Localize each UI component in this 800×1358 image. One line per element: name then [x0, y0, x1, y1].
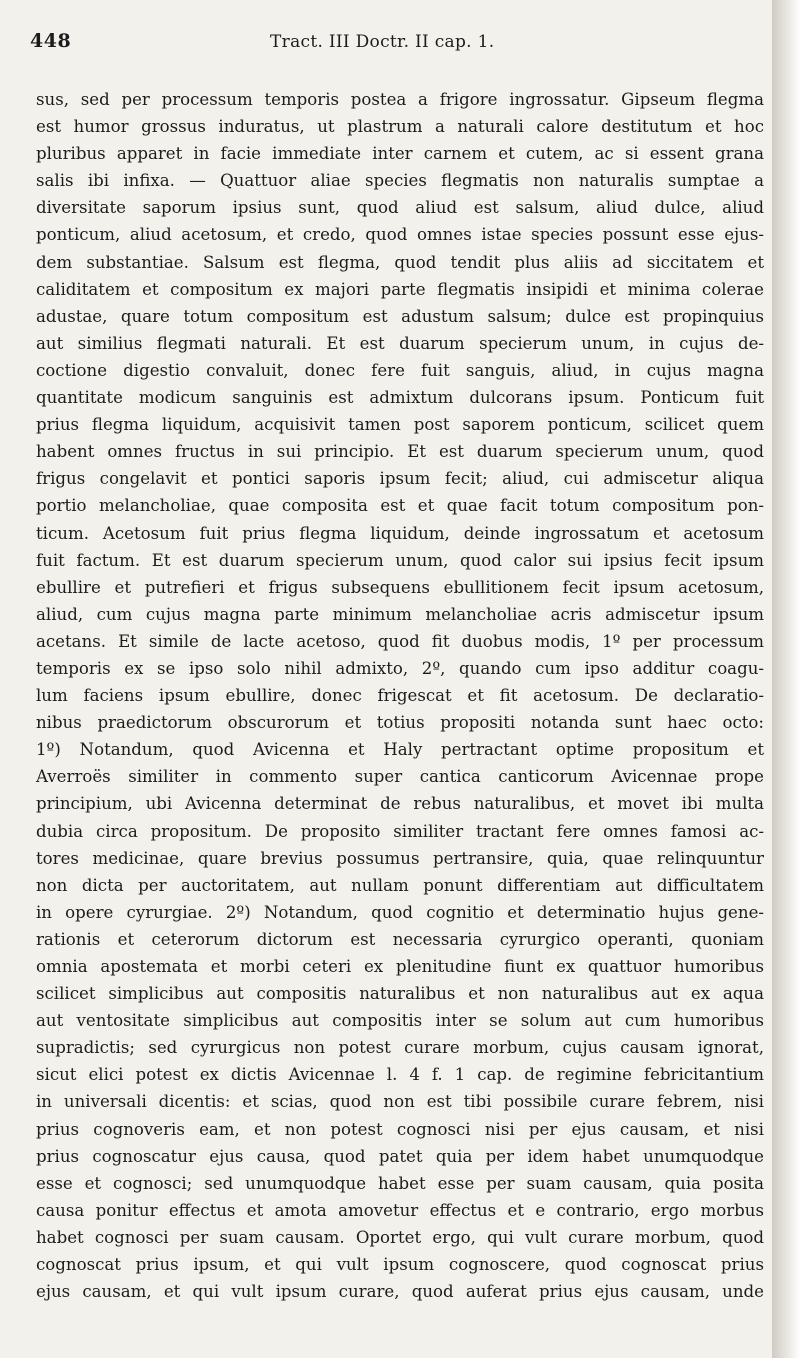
text-line: temporis ex se ipso solo nihil admixto, 2º, quando cum ipso additur coagu-	[36, 658, 764, 678]
text-line: cognoscat prius ipsum, et qui vult ipsum cognoscere, quod cognoscat prius	[36, 1255, 764, 1275]
text-line: ebullire et putrefieri et frigus subsequens ebullitionem fecit ipsum acetosum,	[36, 577, 764, 597]
text-line: aut similius flegmati naturali. Et est duarum specierum unum, in cujus de-	[36, 333, 764, 353]
text-line: lum faciens ipsum ebullire, donec frigescat et fit acetosum. De declaratio-	[36, 686, 764, 706]
running-head: Tract. III Doctr. II cap. 1.	[270, 32, 495, 52]
text-line: dem substantiae. Salsum est flegma, quod tendit plus aliis ad siccitatem et	[36, 252, 764, 272]
text-line: 1º) Notandum, quod Avicenna et Haly pertractant optime propositum et	[36, 740, 764, 760]
text-line: supradictis; sed cyrurgicus non potest curare morbum, cujus causam ignorat,	[36, 1038, 764, 1058]
text-line: non dicta per auctoritatem, aut nullam ponunt differentiam aut difficultatem	[36, 875, 764, 895]
text-line: habet cognosci per suam causam. Oportet ergo, qui vult curare morbum, quod	[36, 1227, 764, 1247]
body-text	[36, 86, 764, 1305]
text-line: prius cognoscatur ejus causa, quod patet quia per idem habet unumquodque	[36, 1146, 764, 1166]
page-edge-shadow	[772, 0, 800, 1358]
page-header	[30, 30, 730, 58]
text-line: ejus causam, et qui vult ipsum curare, quod auferat prius ejus causam, unde	[36, 1282, 764, 1302]
text-line: nibus praedictorum obscurorum et totius propositi notanda sunt haec octo:	[36, 713, 764, 733]
text-line: dubia circa propositum. De proposito similiter tractant fere omnes famosi ac-	[36, 821, 764, 841]
text-line: sicut elici potest ex dictis Avicennae l. 4 f. 1 cap. de regimine febricitantium	[36, 1065, 764, 1085]
text-line: pluribus apparet in facie immediate inter carnem et cutem, ac si essent grana	[36, 144, 764, 164]
text-line: omnia apostemata et morbi ceteri ex plenitudine fiunt ex quattuor humoribus	[36, 957, 764, 976]
text-line: sus, sed per processum temporis postea a frigore ingrossatur. Gipseum flegma	[36, 90, 764, 109]
text-line: causa ponitur effectus et amota amovetur effectus et e contrario, ergo morbus	[36, 1200, 764, 1220]
text-line: esse et cognosci; sed unumquodque habet esse per suam causam, quia posita	[36, 1173, 764, 1193]
text-line: frigus congelavit et pontici saporis ipsum fecit; aliud, cui admiscetur aliqua	[36, 469, 764, 489]
text-line: acetans. Et simile de lacte acetoso, quod fit duobus modis, 1º per processum	[36, 631, 764, 651]
text-line: habent omnes fructus in sui principio. Et est duarum specierum unum, quod	[36, 442, 764, 462]
text-line: prius flegma liquidum, acquisivit tamen post saporem ponticum, scilicet quem	[36, 415, 764, 435]
text-line: ticum. Acetosum fuit prius flegma liquidum, deinde ingrossatum et acetosum	[36, 523, 764, 543]
text-line: principium, ubi Avicenna determinat de rebus naturalibus, et movet ibi multa	[36, 794, 764, 814]
text-line: aliud, cum cujus magna parte minimum melancholiae acris admiscetur ipsum	[36, 604, 764, 624]
text-line: diversitate saporum ipsius sunt, quod aliud est salsum, aliud dulce, aliud	[36, 198, 764, 218]
text-line: ponticum, aliud acetosum, et credo, quod omnes istae species possunt esse ejus-	[36, 225, 764, 245]
text-line: adustae, quare totum compositum est adustum salsum; dulce est propinquius	[36, 306, 764, 326]
text-line: quantitate modicum sanguinis est admixtum dulcorans ipsum. Ponticum fuit	[36, 388, 764, 408]
text-line: prius cognoveris eam, et non potest cognosci nisi per ejus causam, et nisi	[36, 1119, 764, 1139]
text-line: Averroës similiter in commento super cantica canticorum Avicennae prope	[36, 767, 764, 787]
text-line: est humor grossus induratus, ut plastrum a naturali calore destitutum et hoc	[36, 117, 764, 137]
text-line: caliditatem et compositum ex majori parte flegmatis insipidi et minima colerae	[36, 279, 764, 299]
text-line: scilicet simplicibus aut compositis naturalibus et non naturalibus aut ex aqua	[36, 984, 764, 1004]
text-line: fuit factum. Et est duarum specierum unum, quod calor sui ipsius fecit ipsum	[36, 550, 764, 570]
text-line: tores medicinae, quare brevius possumus pertransire, quia, quae relinquuntur	[36, 848, 764, 868]
text-line: in opere cyrurgiae. 2º) Notandum, quod cognitio et determinatio hujus gene-	[36, 902, 764, 922]
text-line: portio melancholiae, quae composita est et quae facit totum compositum pon-	[36, 496, 764, 516]
text-line: aut ventositate simplicibus aut compositis inter se solum aut cum humoribus	[36, 1011, 764, 1031]
page-number: 448	[30, 30, 72, 52]
text-line: salis ibi infixa. — Quattuor aliae species flegmatis non naturalis sumptae a	[36, 171, 764, 191]
text-line: rationis et ceterorum dictorum est necessaria cyrurgico operanti, quoniam	[36, 929, 764, 949]
text-line: in universali dicentis: et scias, quod non est tibi possibile curare febrem, nisi	[36, 1092, 764, 1112]
text-line: coctione digestio convaluit, donec fere fuit sanguis, aliud, in cujus magna	[36, 360, 764, 380]
